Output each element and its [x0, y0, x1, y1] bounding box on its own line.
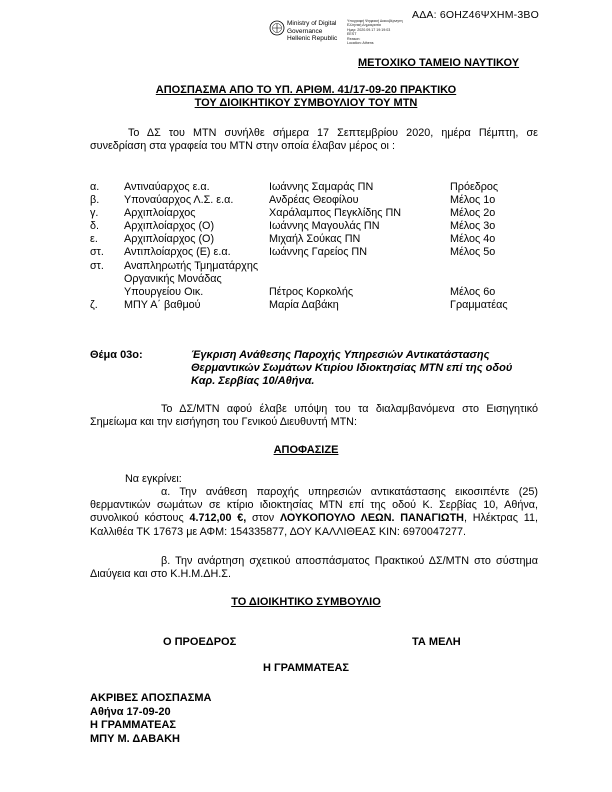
member-row: στ. Αναπληρωτής Τμηματάρχης [90, 259, 259, 272]
member-row: γ. Αρχιπλοίαρχος Χαράλαμπος Πεγκλίδης ΠΝ Μέλος 2ο [90, 207, 496, 220]
members-label: ΤΑ ΜΕΛΗ [412, 636, 461, 648]
subject-label: Θέμα 03ο: [90, 349, 143, 361]
secretary-label: Η ΓΡΑΜΜΑΤΕΑΣ [262, 662, 350, 674]
member-row: ζ. ΜΠΥ Α΄ βαθμού Μαρία Δαβάκη Γραμματέας [90, 298, 508, 311]
fund-name: ΜΕΤΟΧΙΚΟ ΤΑΜΕΙΟ ΝΑΥΤΙΚΟΥ [358, 57, 520, 69]
intro-paragraph: Το ΔΣ του ΜΤΝ συνήλθε σήμερα 17 Σεπτεμβρίου 2020, ημέρα Πέμπτη, σε συνεδρίαση στα γραφεία του ΜΤΝ στην οποία έλαβαν μέρος οι : [90, 127, 538, 153]
certified-line: ΜΠΥ Μ. ΔΑΒΑΚΗ [90, 732, 180, 745]
approve-intro: Να εγκρίνει: [125, 473, 182, 485]
item-a-amount: 4.712,00 €, [189, 512, 247, 525]
member-row: Υπουργείου Οικ. Πέτρος Κορκολής Μέλος 6ο [124, 285, 496, 298]
certified-line: Αθήνα 17-09-20 [90, 705, 171, 718]
member-row: β. Υποναύαρχος Λ.Σ. ε.α. Ανδρέας Θεοφίλου Μέλος 1ο [90, 194, 496, 207]
member-row: δ. Αρχιπλοίαρχος (Ο) Ιωάννης Μαγουλάς ΠΝ Μέλος 3ο [90, 220, 496, 233]
title-line-2: ΤΟΥ ΔΙΟΙΚΗΤΙΚΟΥ ΣΥΜΒΟΥΛΙΟΥ ΤΟΥ ΜΤΝ [194, 97, 418, 109]
ministry-signature-en: Ministry of Digital Governance Hellenic Republic [287, 20, 338, 42]
member-row: στ. Αντιπλοίαρχος (Ε) ε.α. Ιωάννης Γαρείος ΠΝ Μέλος 5ο [90, 246, 496, 259]
certified-extract [90, 692, 211, 746]
document-title [0, 84, 612, 110]
members-list [90, 181, 540, 312]
item-a-details: , Ηλέκτρας 11, Καλλιθέα ΤΚ 17673 με ΑΦΜ: 154335877, ΔΟΥ ΚΑΛΛΙΘΕΑΣ ΚΙΝ: 6970047277. [90, 512, 538, 538]
title-line-1: ΑΠΟΣΠΑΣΜΑ ΑΠΟ ΤΟ ΥΠ. ΑΡΙΘΜ. 41/17-09-20 ΠΡΑΚΤΙΚΟ [155, 84, 457, 96]
member-row: Οργανικής Μονάδας [124, 272, 222, 285]
member-row: α. Αντιναύαρχος ε.α. Ιωάννης Σαμαράς ΠΝ Πρόεδρος [90, 181, 499, 193]
digital-signature-details: Υπογραφή Ψηφιακή Διακυβέρνηση Ελληνική Δημοκρατία Ημερ: 2020.09.17 19:19:03 EEST Reason: Location: Athens [347, 19, 403, 46]
board-heading: ΤΟ ΔΙΟΙΚΗΤΙΚΟ ΣΥΜΒΟΥΛΙΟ [231, 596, 381, 608]
review-paragraph: Το ΔΣ/ΜΤΝ αφού έλαβε υπόψη του τα διαλαμβανόμενα στο Εισηγητικό Σημείωμα και την εισήγηση του Γενικού Διευθυντή ΜΤΝ: [90, 403, 538, 429]
subject-text: Έγκριση Ανάθεσης Παροχής Υπηρεσιών Αντικατάστασης Θερμαντικών Σωμάτων Κτιρίου Ιδιοκτησίας ΜΤΝ επί της οδού Καρ. Σερβίας 10/Αθήνα. [191, 349, 513, 387]
member-row: ε. Αρχιπλοίαρχος (Ο) Μιχαήλ Σούκας ΠΝ Μέλος 4ο [90, 233, 496, 246]
decision-item-a [90, 486, 538, 539]
item-a-text: α. Την ανάθεση παροχής υπηρεσιών αντικατάστασης εικοσιπέντε (25) θερμαντικών σωμάτων σε κτίριο ιδιοκτησίας ΜΤΝ επί της οδού Κ. Σερβίας 10, Αθήνα, συνολικού κόστους [90, 486, 538, 525]
item-a-contractor: ΛΟΥΚΟΠΟΥΛΟ ΛΕΩΝ. ΠΑΝΑΓΙΩΤΗ [279, 512, 464, 525]
president-label: Ο ΠΡΟΕΔΡΟΣ [163, 636, 237, 648]
decision-heading: ΑΠΟΦΑΣΙΖΕ [273, 444, 339, 456]
ada-code: ΑΔΑ: 6ΟΗΖ46ΨΧΗΜ-3ΒΟ [412, 9, 539, 21]
greek-seal-icon [269, 20, 285, 36]
certified-line: ΑΚΡΙΒΕΣ ΑΠΟΣΠΑΣΜΑ [90, 692, 212, 704]
decision-item-b: β. Την ανάρτηση σχετικού αποσπάσματος Πρακτικού ΔΣ/ΜΤΝ στο σύστημα Διαύγεια και στο Κ.Η.Μ.ΔΗ.Σ. [90, 555, 538, 581]
item-a-mid: στον [246, 512, 280, 525]
certified-line: Η ΓΡΑΜΜΑΤΕΑΣ [90, 719, 177, 731]
